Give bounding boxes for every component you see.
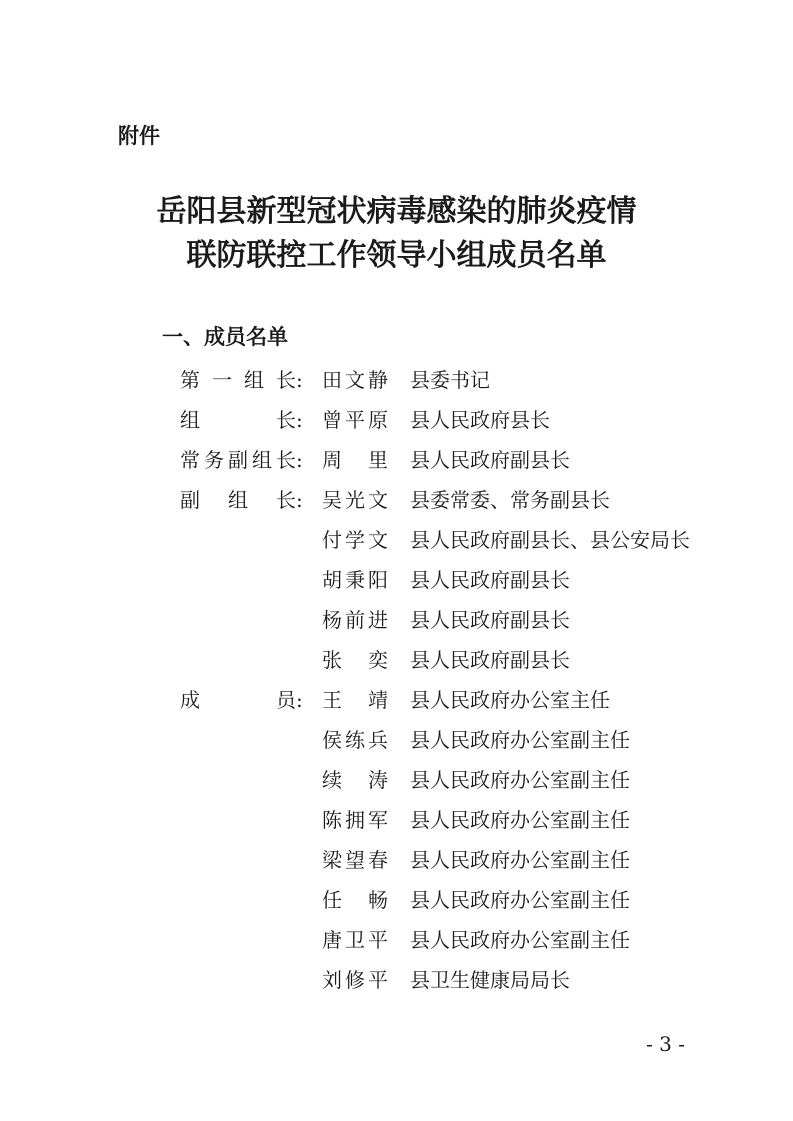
role-char: 长 bbox=[276, 448, 296, 472]
member-name: 王 靖 bbox=[322, 688, 388, 712]
attachment-label: 附件 bbox=[118, 124, 160, 148]
member-position: 县人民政府办公室副主任 bbox=[410, 728, 630, 752]
member-row bbox=[0, 360, 793, 400]
role-char: 长 bbox=[276, 408, 296, 432]
page-number: - 3 - bbox=[646, 1032, 685, 1056]
role-char: 务 bbox=[204, 448, 224, 472]
member-position: 县人民政府办公室副主任 bbox=[410, 848, 630, 872]
member-position: 县人民政府副县长 bbox=[410, 608, 570, 632]
member-position: 县卫生健康局局长 bbox=[410, 968, 570, 992]
member-position: 县委书记 bbox=[410, 368, 490, 392]
member-row bbox=[0, 640, 793, 680]
member-row bbox=[0, 920, 793, 960]
member-name: 田 文 静 bbox=[322, 368, 388, 392]
member-name: 胡 秉 阳 bbox=[322, 568, 388, 592]
member-row bbox=[0, 440, 793, 480]
member-position: 县人民政府办公室副主任 bbox=[410, 768, 630, 792]
role-char: 副 bbox=[180, 488, 200, 512]
role-colon: : bbox=[296, 448, 303, 472]
role-char: 组 bbox=[252, 448, 272, 472]
member-name: 任 畅 bbox=[322, 888, 388, 912]
member-row bbox=[0, 400, 793, 440]
member-position: 县人民政府办公室副主任 bbox=[410, 808, 630, 832]
role-char: 一 bbox=[212, 368, 232, 392]
member-position: 县人民政府副县长 bbox=[410, 568, 570, 592]
member-name: 付 学 文 bbox=[322, 528, 388, 552]
member-name: 侯 练 兵 bbox=[322, 728, 388, 752]
member-role bbox=[180, 360, 306, 400]
role-char: 长 bbox=[276, 488, 296, 512]
member-row bbox=[0, 800, 793, 840]
member-row bbox=[0, 480, 793, 520]
member-list bbox=[0, 360, 793, 1000]
member-row bbox=[0, 680, 793, 720]
role-char: 第 bbox=[180, 368, 200, 392]
member-role bbox=[180, 440, 306, 480]
member-position: 县人民政府县长 bbox=[410, 408, 550, 432]
section-heading: 一、成员名单 bbox=[162, 325, 288, 349]
member-role bbox=[180, 480, 306, 520]
role-char: 长 bbox=[276, 368, 296, 392]
member-position: 县人民政府办公室主任 bbox=[410, 688, 610, 712]
role-char: 副 bbox=[228, 448, 248, 472]
role-char: 组 bbox=[228, 488, 248, 512]
member-row bbox=[0, 520, 793, 560]
member-role bbox=[180, 400, 306, 440]
role-colon: : bbox=[296, 368, 303, 392]
member-row bbox=[0, 840, 793, 880]
role-colon: : bbox=[296, 688, 303, 712]
role-char: 成 bbox=[180, 688, 200, 712]
document-title-line-2: 联防联控工作领导小组成员名单 bbox=[186, 238, 607, 273]
member-row bbox=[0, 960, 793, 1000]
role-colon: : bbox=[296, 488, 303, 512]
document-title-line-1: 岳阳县新型冠状病毒感染的肺炎疫情 bbox=[156, 194, 637, 229]
member-name: 续 涛 bbox=[322, 768, 388, 792]
member-name: 刘 修 平 bbox=[322, 968, 388, 992]
member-name: 梁 望 春 bbox=[322, 848, 388, 872]
member-name: 吴 光 文 bbox=[322, 488, 388, 512]
role-char: 常 bbox=[180, 448, 200, 472]
role-char: 员 bbox=[276, 688, 296, 712]
member-role bbox=[180, 680, 306, 720]
member-position: 县人民政府副县长 bbox=[410, 648, 570, 672]
member-name: 周 里 bbox=[322, 448, 388, 472]
member-name: 曾 平 原 bbox=[322, 408, 388, 432]
role-char: 组 bbox=[180, 408, 200, 432]
member-position: 县委常委、常务副县长 bbox=[410, 488, 610, 512]
role-char: 组 bbox=[244, 368, 264, 392]
member-name: 陈 拥 军 bbox=[322, 808, 388, 832]
member-position: 县人民政府办公室副主任 bbox=[410, 928, 630, 952]
member-row bbox=[0, 880, 793, 920]
member-position: 县人民政府副县长 bbox=[410, 448, 570, 472]
member-name: 杨 前 进 bbox=[322, 608, 388, 632]
member-row bbox=[0, 760, 793, 800]
member-name: 张 奕 bbox=[322, 648, 388, 672]
member-row bbox=[0, 600, 793, 640]
member-row bbox=[0, 560, 793, 600]
member-name: 唐 卫 平 bbox=[322, 928, 388, 952]
role-colon: : bbox=[296, 408, 303, 432]
member-position: 县人民政府副县长、县公安局长 bbox=[410, 528, 690, 552]
member-row bbox=[0, 720, 793, 760]
member-position: 县人民政府办公室副主任 bbox=[410, 888, 630, 912]
